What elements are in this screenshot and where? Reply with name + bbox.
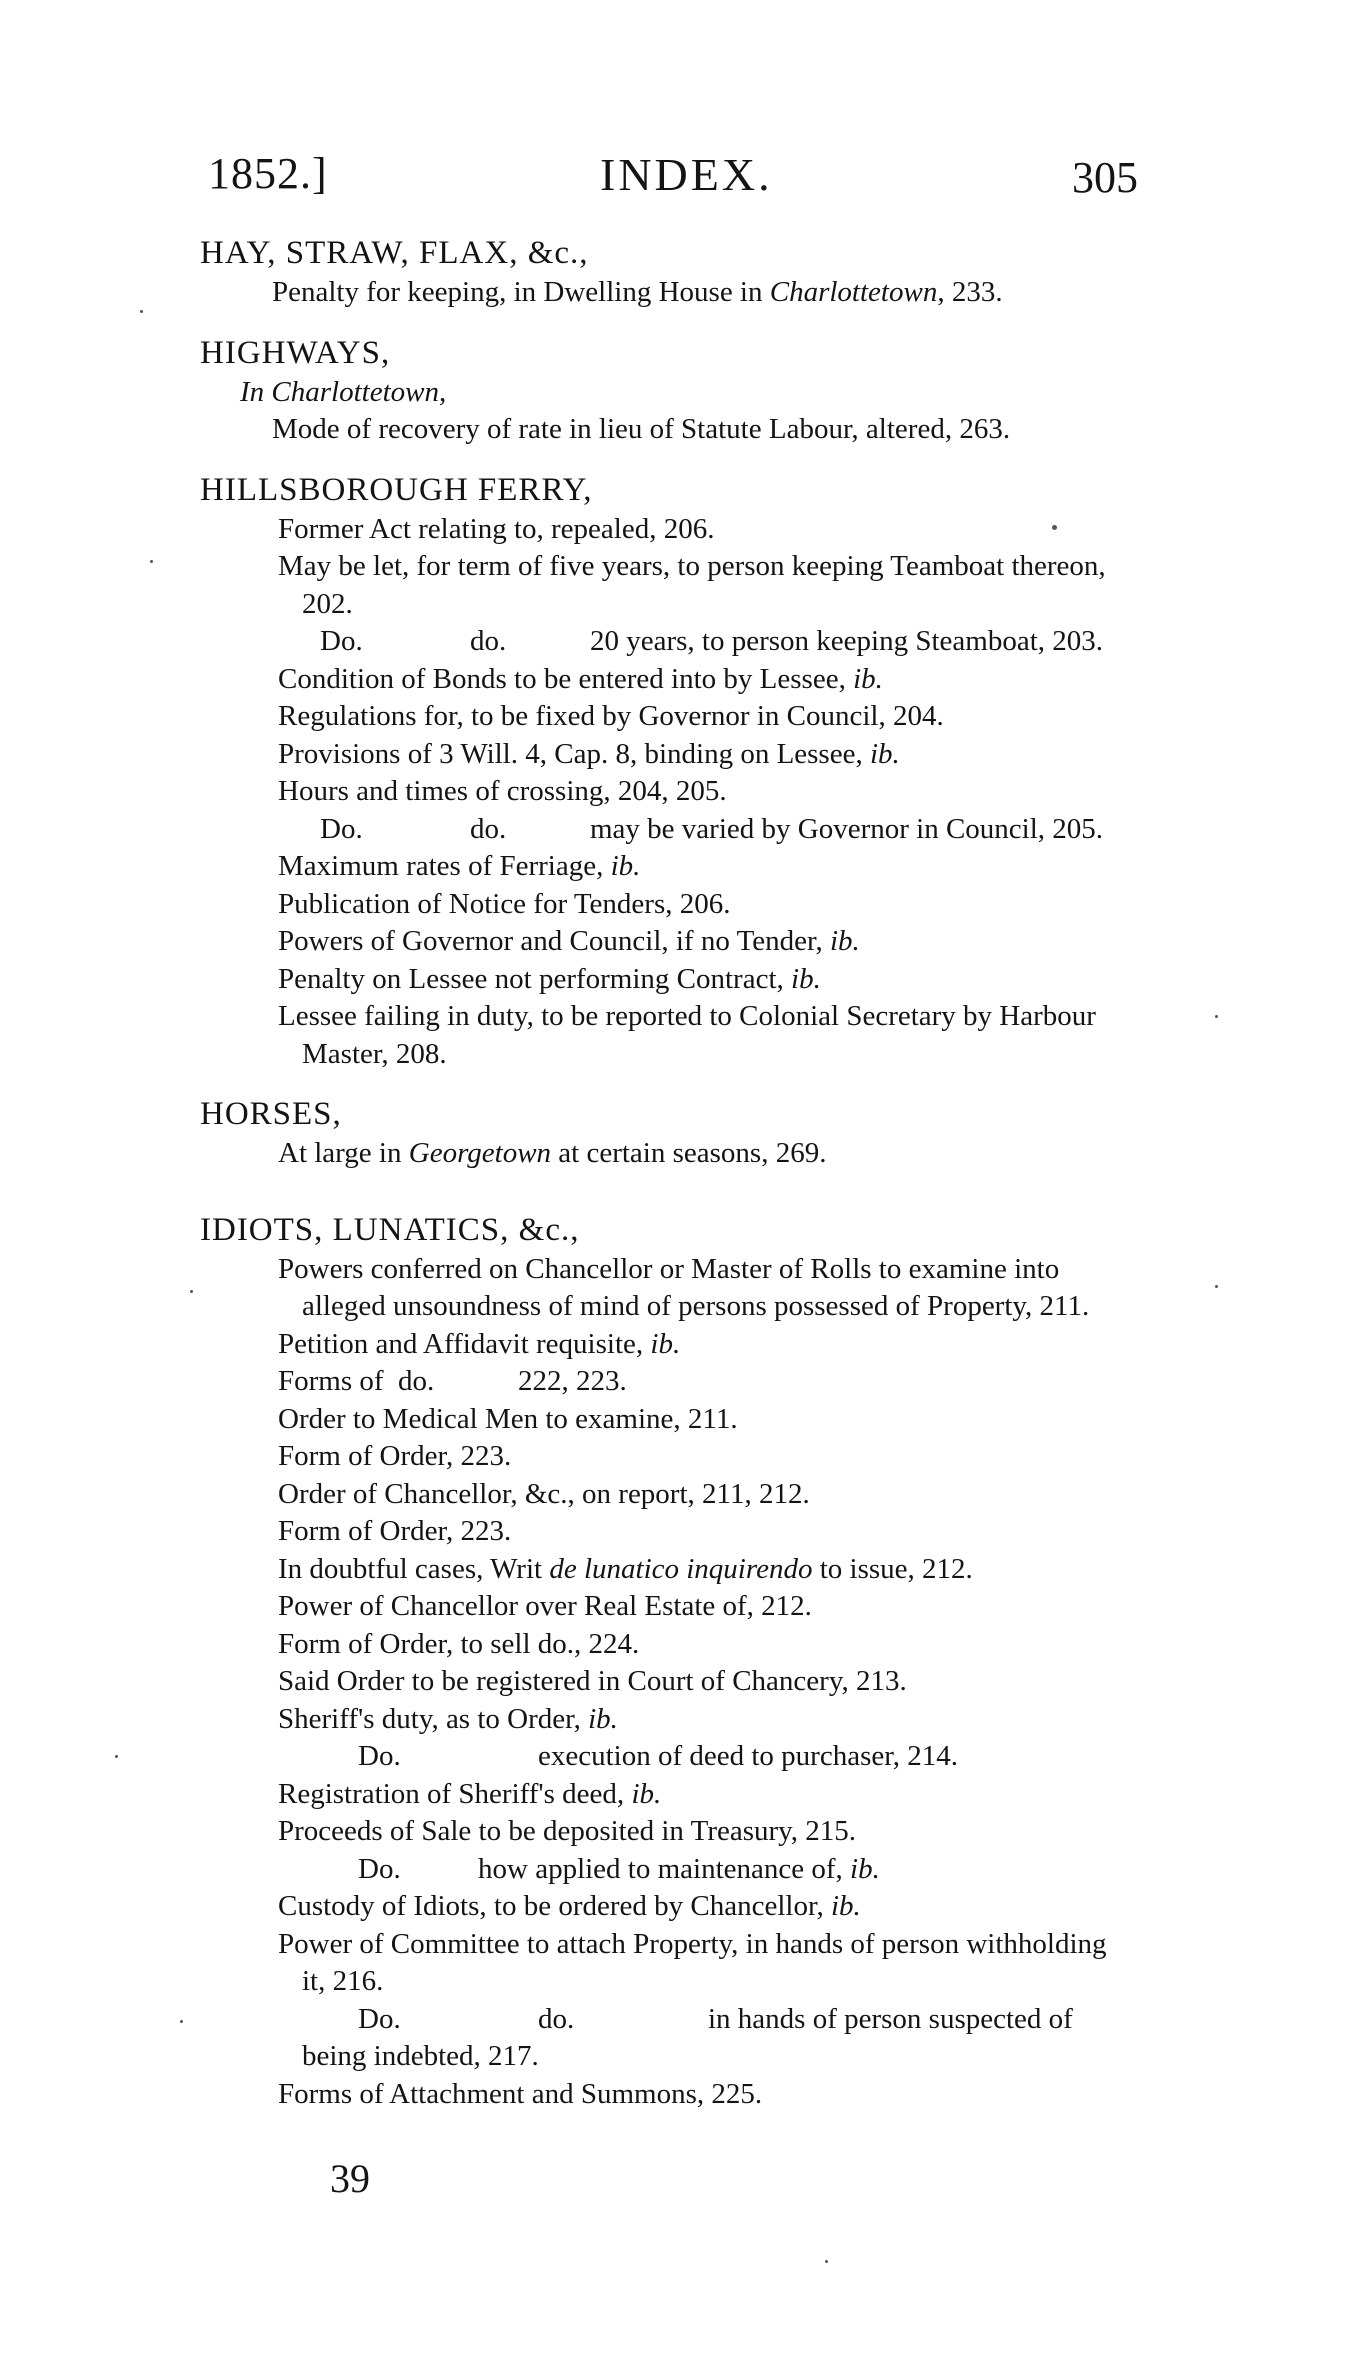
entry-line-continued: 202. (302, 587, 353, 620)
entry-line: Forms of Attachment and Summons, 225. (278, 2077, 763, 2110)
header-page-number: 305 (1072, 153, 1138, 202)
entry-highways (200, 332, 1160, 449)
entry-line: Regulations for, to be fixed by Governor in Council, 204. (278, 700, 944, 732)
scan-speck (180, 2020, 183, 2023)
entry-line-continued: it, 216. (302, 1965, 384, 1997)
entry-line: Do. how applied to maintenance of, ib. (358, 1852, 880, 1885)
entry-line: Penalty on Lessee not performing Contract, ib. (278, 962, 821, 995)
entry-line: Power of Chancellor over Real Estate of, 212. (278, 1590, 812, 1622)
scan-speck (150, 560, 153, 563)
entry-line-continued: alleged unsoundness of mind of persons possessed of Property, 211. (302, 1290, 1090, 1322)
entry-heading: HAY, STRAW, FLAX, &c., (200, 235, 589, 271)
entry-line-continued: Master, 208. (302, 1037, 447, 1070)
entry-line: May be let, for term of five years, to person keeping Teamboat thereon, (278, 550, 1106, 582)
entry-line: Form of Order, to sell do., 224. (278, 1627, 640, 1660)
entry-idiots-lunatics (200, 1209, 1160, 2114)
entry-heading: HIGHWAYS, (200, 334, 391, 371)
entry-heading: HORSES, (200, 1096, 342, 1132)
entry-subheading: In Charlottetown, (240, 375, 447, 408)
entry-line: Custody of Idiots, to be ordered by Chancellor, ib. (278, 1890, 861, 1922)
header-year: 1852.] (208, 149, 328, 198)
scan-speck (190, 1290, 193, 1293)
entry-line: Maximum rates of Ferriage, ib. (278, 850, 641, 882)
entry-line: Provisions of 3 Will. 4, Cap. 8, binding on Lessee, ib. (278, 737, 900, 770)
entry-line: Condition of Bonds to be entered into by Lessee, ib. (278, 662, 883, 695)
entry-line-continued: being indebted, 217. (302, 2040, 539, 2072)
entry-line: At large in Georgetown at certain seasons, 269. (278, 1137, 827, 1169)
entry-line: Former Act relating to, repealed, 206. (278, 512, 715, 545)
entry-horses (200, 1093, 1160, 1173)
entry-line: Proceeds of Sale to be deposited in Treasury, 215. (278, 1815, 857, 1847)
entry-line: Power of Committee to attach Property, in hands of person withholding (278, 1927, 1107, 1960)
entry-line: Hours and times of crossing, 204, 205. (278, 775, 727, 807)
scan-speck (1052, 525, 1057, 530)
entry-hay (200, 232, 1160, 312)
scan-speck (1215, 1015, 1218, 1018)
entry-line: Order of Chancellor, &c., on report, 211, 212. (278, 1477, 810, 1510)
entry-line: Do. execution of deed to purchaser, 214. (358, 1740, 958, 1772)
entry-line: Registration of Sheriff's deed, ib. (278, 1777, 662, 1810)
entry-line: Form of Order, 223. (278, 1515, 512, 1547)
scan-speck (825, 2260, 828, 2263)
entry-line: Do. do. 20 years, to person keeping Steamboat, 203. (320, 625, 1104, 657)
entry-hillsborough-ferry (200, 469, 1160, 1074)
scan-speck (1215, 1285, 1218, 1288)
entry-line: Petition and Affidavit requisite, ib. (278, 1327, 681, 1360)
entry-line: Sheriff's duty, as to Order, ib. (278, 1702, 618, 1735)
entry-line: Powers of Governor and Council, if no Tender, ib. (278, 925, 860, 957)
entry-line: Do. do. may be varied by Governor in Council, 205. (320, 812, 1104, 845)
scan-speck (140, 310, 143, 313)
entry-line: Do. do. in hands of person suspected of (358, 2002, 1073, 2035)
entry-line: Penalty for keeping, in Dwelling House in Charlottetown, 233. (272, 276, 1003, 308)
header-title: INDEX. (600, 149, 773, 200)
signature-mark: 39 (330, 2156, 370, 2201)
entry-line: Publication of Notice for Tenders, 206. (278, 887, 731, 920)
entry-line: In doubtful cases, Writ de lunatico inquirendo to issue, 212. (278, 1552, 973, 1585)
entry-heading: HILLSBOROUGH FERRY, (200, 471, 593, 508)
entry-line: Powers conferred on Chancellor or Master of Rolls to examine into (278, 1252, 1060, 1285)
scan-speck (115, 1755, 118, 1758)
entry-line: Mode of recovery of rate in lieu of Statute Labour, altered, 263. (272, 413, 1011, 445)
entry-line: Said Order to be registered in Court of Chancery, 213. (278, 1665, 907, 1697)
entry-line: Lessee failing in duty, to be reported to Colonial Secretary by Harbour (278, 1000, 1096, 1032)
page-header (208, 148, 1138, 208)
entry-line: Forms of do. 222, 223. (278, 1365, 627, 1397)
entry-heading: IDIOTS, LUNATICS, &c., (200, 1211, 580, 1248)
entry-line: Form of Order, 223. (278, 1440, 512, 1472)
index-content (200, 232, 1160, 2133)
entry-line: Order to Medical Men to examine, 211. (278, 1402, 738, 1435)
